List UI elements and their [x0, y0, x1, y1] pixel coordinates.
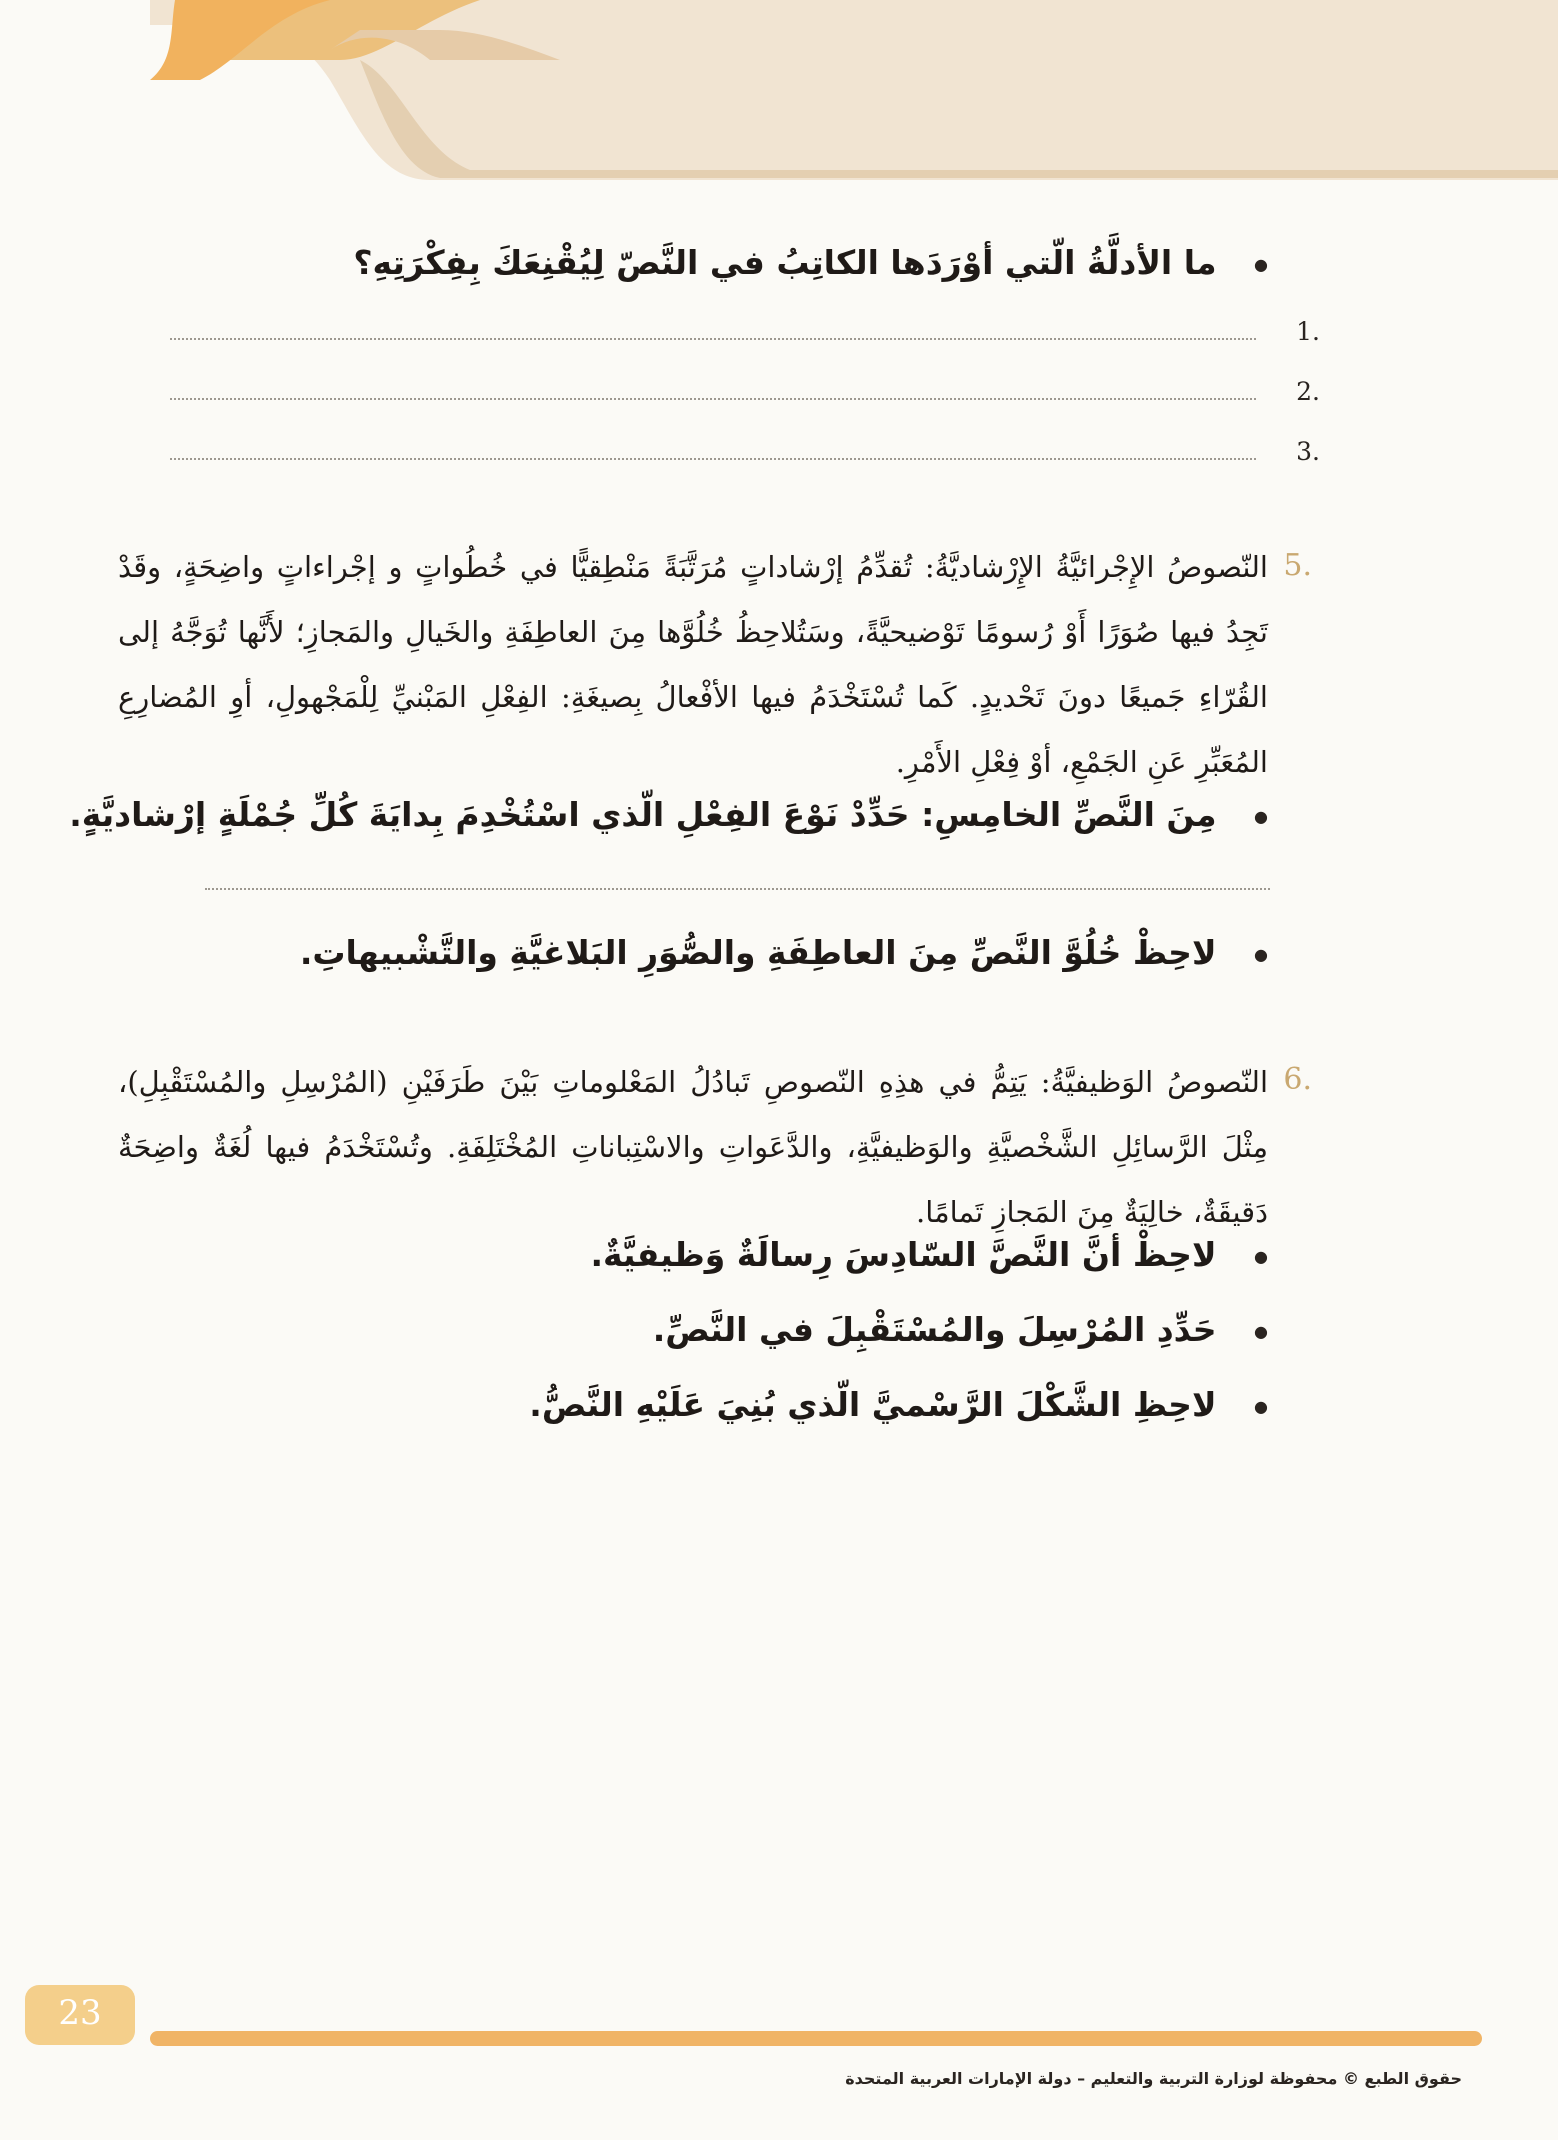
bullet-verb-type [69, 795, 1268, 834]
bullet-sender-receiver [653, 1310, 1268, 1349]
answer-line[interactable] [205, 888, 1270, 890]
copyright-notice: حقوق الطبع © محفوظة لوزارة التربية والتعليم – دولة الإمارات العربية المتحدة [845, 2069, 1462, 2088]
page-number: 23 [58, 1993, 102, 2033]
answer-item-1[interactable] [170, 300, 1320, 346]
item-number: 1. [1296, 317, 1320, 346]
answer-item-3[interactable] [170, 420, 1320, 466]
answer-line[interactable] [170, 398, 1256, 400]
header-banner [0, 0, 1558, 200]
answer-line[interactable] [170, 338, 1256, 340]
bullet-no-emotion [300, 933, 1268, 972]
bullet-formal-shape [529, 1385, 1268, 1424]
paragraph-functional-texts: النّصوصُ الوَظيفيَّةُ: يَتِمُّ في هذِهِ النّصوصِ تَبادُلُ المَعْلوماتِ بَيْنَ طَرَفَيْنِ (المُرْسِلِ والمُسْتَقْبِلِ)، مِثْلَ الرَّسائِلِ الشَّخْصيَّةِ والوَظيفيَّةِ، والدَّعَواتِ والاسْتِباناتِ المُخْتَلِفَةِ. وتُسْتَخْدَمُ فيها لُغَةٌ واضِحَةٌ دَقيقَةٌ، خالِيَةٌ مِنَ المَجازِ تَمامًا. [118, 1065, 1268, 1229]
bullet-text: لاحِظْ أنَّ النَّصَّ السّادِسَ رِسالَةٌ وَظيفيَّةٌ. [590, 1235, 1217, 1274]
question-text: ما الأدلَّةُ الّتي أوْرَدَها الكاتِبُ في النَّصّ لِيُقْنِعَكَ بِفِكْرَتِهِ؟ [353, 243, 1217, 282]
answer-line[interactable] [170, 458, 1256, 460]
item-number: 3. [1296, 437, 1320, 466]
footer-bar [150, 2031, 1482, 2046]
paragraph-procedural-texts: النّصوصُ الإِجْرائيَّةُ الإِرْشاديَّةُ: تُقدِّمُ إرْشاداتٍ مُرَتَّبَةً مَنْطِقيًّا في خُطُواتٍ و إجْراءاتٍ واضِحَةٍ، وقَدْ تَجِدُ فيها صُوَرًا أَوْ رُسومًا تَوْضيحيَّةً، وسَتُلاحِظُ خُلُوَّها مِنَ العاطِفَةِ والخَيالِ والمَجازِ؛ لأَنَّها تُوَجَّهُ إلى القُرّاءِ جَميعًا دونَ تَحْديدٍ. كَما تُسْتَخْدَمُ فيها الأفْعالُ بِصيغَةِ: الفِعْلِ المَبْنيِّ لِلْمَجْهولِ، أوِ المُضارِعِ المُعَبِّرِ عَنِ الجَمْعِ، أوْ فِعْلِ الأَمْرِ. [118, 550, 1268, 779]
question-evidence [353, 243, 1268, 282]
bullet-text: لاحِظِ الشَّكْلَ الرَّسْميَّ الّذي بُنِيَ عَلَيْهِ النَّصُّ. [529, 1385, 1217, 1424]
bullet-text: لاحِظْ خُلُوَّ النَّصِّ مِنَ العاطِفَةِ والصُّوَرِ البَلاغيَّةِ والتَّشْبيهاتِ. [299, 933, 1217, 972]
bullet-text: مِنَ النَّصِّ الخامِسِ: حَدِّدْ نَوْعَ الفِعْلِ الّذي اسْتُخْدِمَ بِدايَةَ كُلِّ جُمْلَةٍ إرْشاديَّةٍ. [69, 795, 1217, 834]
item-number: 2. [1296, 377, 1320, 406]
bullet-text: حَدِّدِ المُرْسِلَ والمُسْتَقْبِلَ في النَّصِّ. [652, 1310, 1217, 1349]
section-number-6: 6. [1283, 1062, 1312, 1097]
section-number-5: 5. [1283, 548, 1312, 583]
answer-item-2[interactable] [170, 360, 1320, 406]
bullet-official-letter [590, 1235, 1268, 1274]
